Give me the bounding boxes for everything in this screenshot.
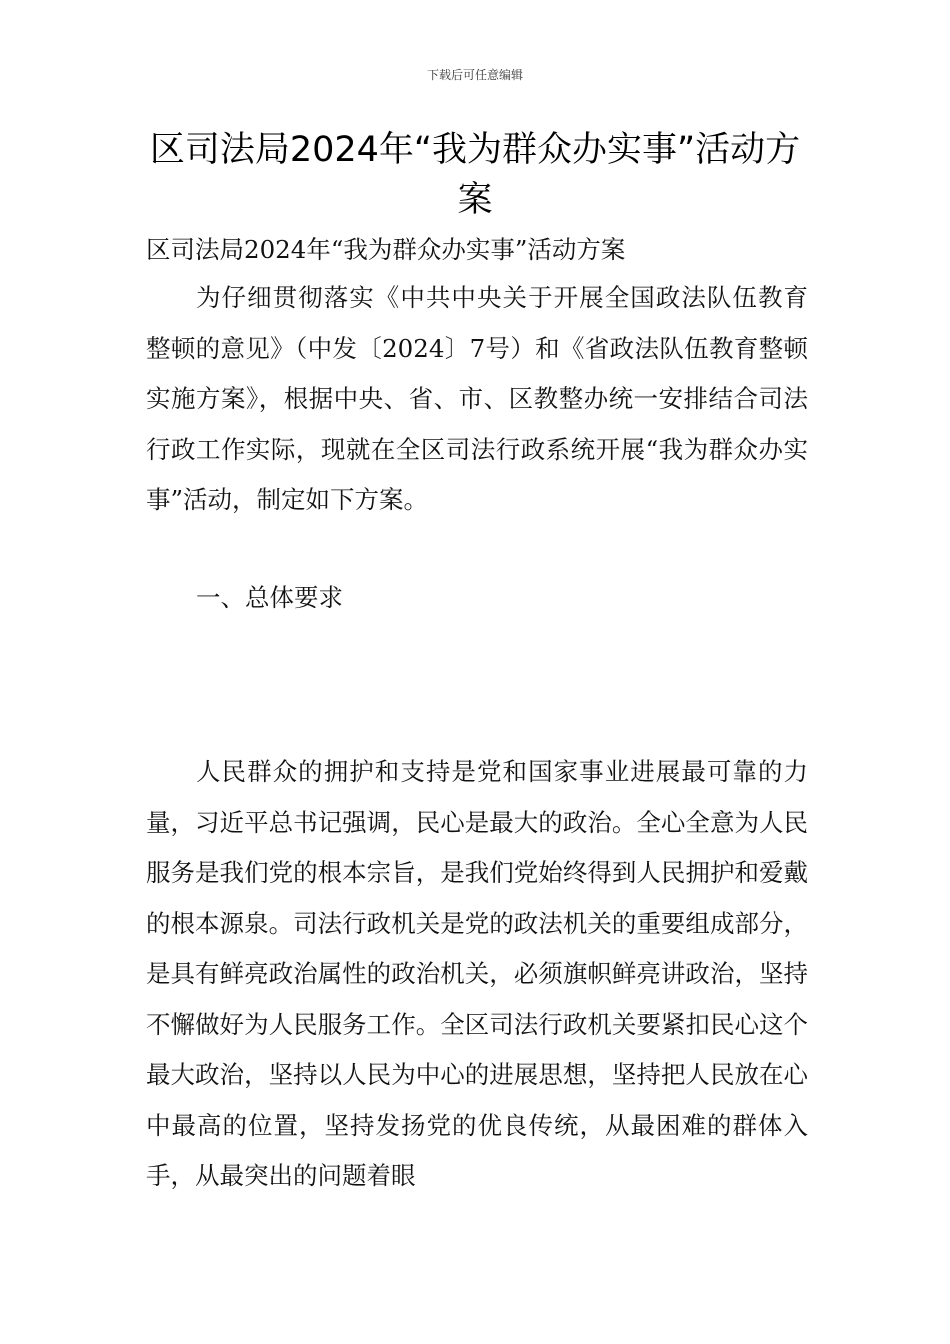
paragraph-intro: 为仔细贯彻落实《中共中央关于开展全国政法队伍教育整顿的意见》（中发〔2024〕7号）和《省政法队伍教育整顿实施方案》，根据中央、省、市、区教整办统一安排结合司法行政工作实际，现就在全区司法行政系统开展“我为群众办实事”活动，制定如下方案。 [146,283,808,514]
paragraph-general-requirements: 人民群众的拥护和支持是党和国家事业进展最可靠的力量，习近平总书记强调，民心是最大的政治。全心全意为人民服务是我们党的根本宗旨，是我们党始终得到人民拥护和爱戴的根本源泉。司法行政机关是党的政法机关的重要组成部分，是具有鲜亮政治属性的政治机关，必须旗帜鲜亮讲政治，坚持不懈做好为人民服务工作。全区司法行政机关要紧扣民心这个最大政治，坚持以人民为中心的进展思想，坚持把人民放在心中最高的位置，坚持发扬党的优良传统，从最困难的群体入手，从最突出的问题着眼 [146,757,808,1190]
document-title: 区司法局2024年“我为群众办实事”活动方案 [149,130,801,220]
section-heading-general-requirements: 一、总体要求 [196,583,343,612]
document-subtitle: 区司法局2024年“我为群众办实事”活动方案 [146,235,626,264]
header-note: 下载后可任意编辑 [426,68,523,82]
